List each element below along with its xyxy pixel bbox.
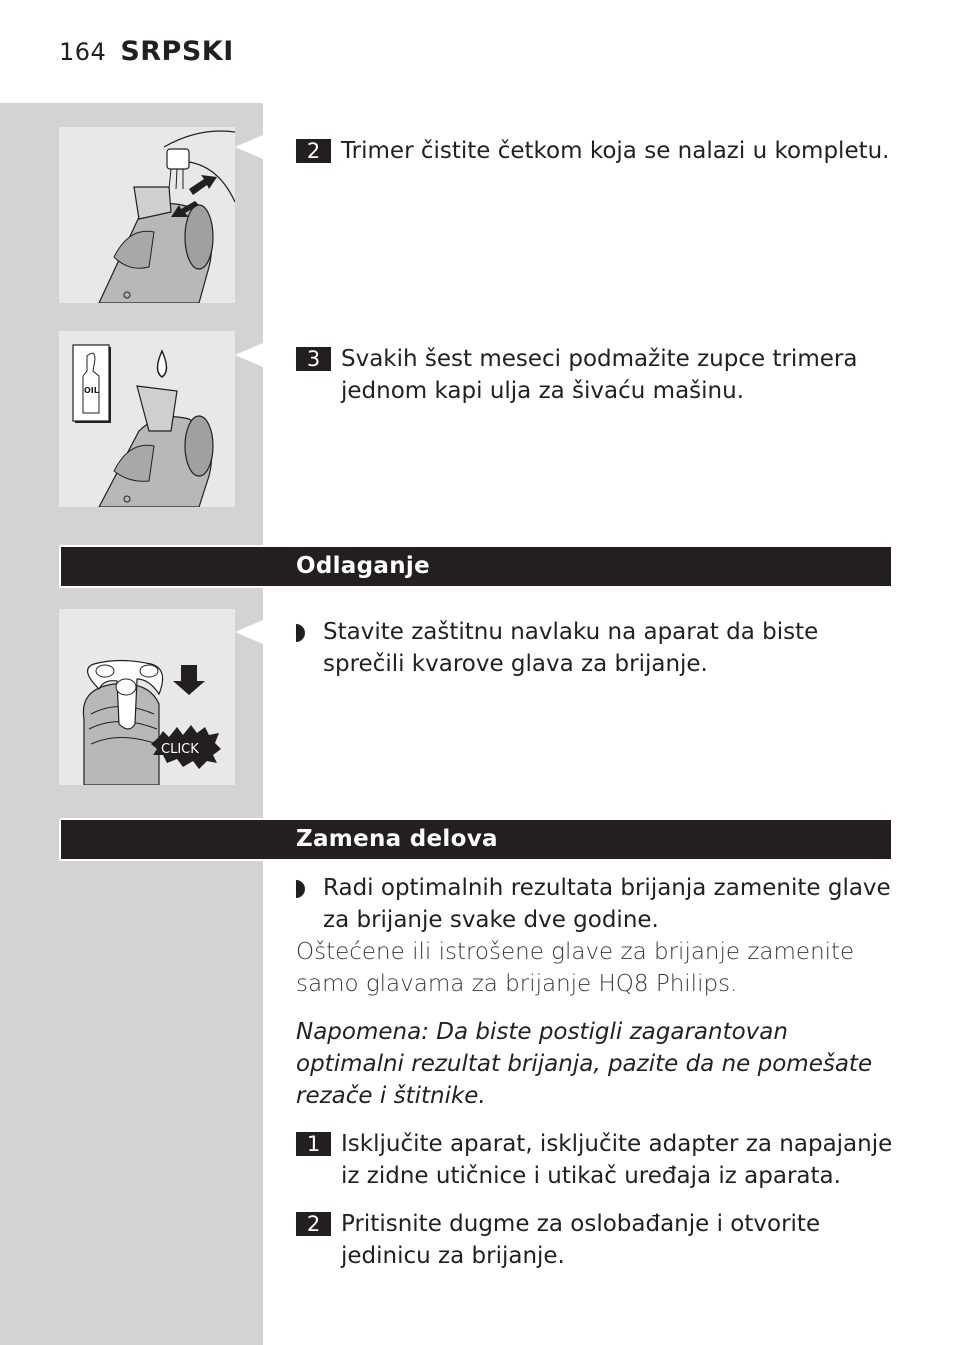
bullet-icon: [296, 624, 305, 642]
replacement-step-1: [296, 1128, 896, 1192]
replacement-step-2: [296, 1208, 896, 1272]
page-number: 164: [59, 38, 107, 66]
protection-cap-click-illustration: [59, 609, 235, 785]
oil-bottle-trimmer-icon: [59, 331, 235, 507]
figure-pointer: [235, 620, 263, 644]
step-text: Pritisnite dugme za oslobađanje i otvorite jedinicu za brijanje.: [341, 1211, 821, 1269]
replacement-note: Napomena: Da biste postigli zagarantovan optimalni rezultat brijanja, pazite da ne pomešate rezače i štitnike.: [296, 1019, 873, 1109]
page-language-title: SRPSKI: [120, 36, 234, 67]
step-number-badge: 2: [296, 139, 331, 163]
step-text: Svakih šest meseci podmažite zupce trimera jednom kapi ulja za šivaću mašinu.: [341, 346, 858, 404]
cleaning-step-2: [296, 135, 896, 167]
replacement-content: [296, 872, 896, 1272]
page-header: [59, 36, 234, 76]
step-text: Isključite aparat, isključite adapter za napajanje iz zidne utičnice i utikač uređaja iz aparata.: [341, 1131, 893, 1189]
step-number-badge: 3: [296, 347, 331, 371]
figure-pointer: [235, 135, 263, 159]
step-text: Trimer čistite četkom koja se nalazi u kompletu.: [341, 138, 890, 164]
figure-pointer: [235, 343, 263, 367]
brush-cleaning-trimmer-icon: [59, 127, 235, 303]
step-number-badge: 2: [296, 1212, 331, 1236]
replacement-paragraph: Oštećene ili istrošene glave za brijanje zamenite samo glavama za brijanje HQ8 Philips.: [296, 939, 855, 997]
bullet-icon: [296, 880, 305, 898]
brush-cleaning-trimmer-illustration: [59, 127, 235, 303]
section-title: Odlaganje: [296, 553, 430, 579]
section-header-storage: [59, 545, 893, 588]
svg-text:OIL: OIL: [84, 386, 99, 395]
storage-instruction: [296, 616, 896, 680]
bullet-text: Stavite zaštitnu navlaku na aparat da biste sprečili kvarove glava za brijanje.: [323, 619, 819, 677]
section-title: Zamena delova: [296, 826, 498, 852]
oil-bottle-trimmer-illustration: [59, 331, 235, 507]
protection-cap-click-icon: [59, 609, 235, 785]
bullet-text: Radi optimalnih rezultata brijanja zamenite glave za brijanje svake dve godine.: [323, 875, 891, 933]
step-number-badge: 1: [296, 1132, 331, 1156]
click-label: CLICK: [161, 742, 199, 757]
cleaning-step-3: [296, 343, 896, 407]
section-header-replacement: [59, 818, 893, 861]
